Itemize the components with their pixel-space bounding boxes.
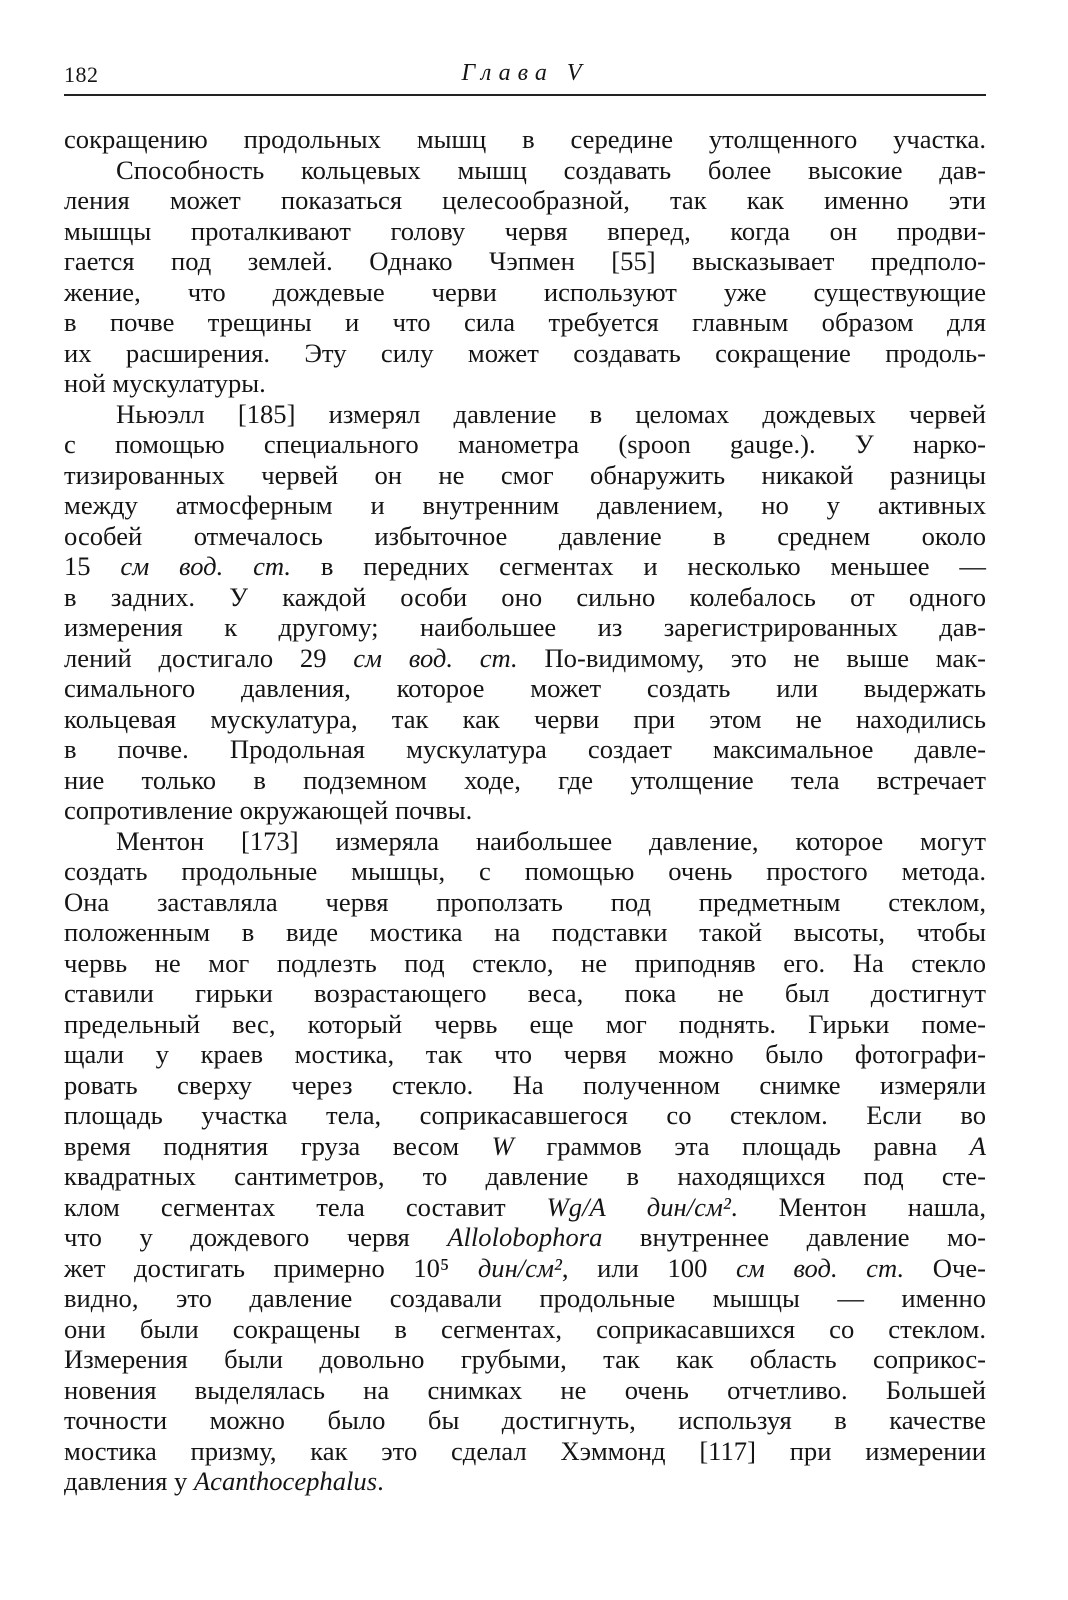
header-rule xyxy=(64,94,986,96)
text-line: сокращению продольных мышц в середине утолщенного участка. xyxy=(64,124,986,154)
text-line: их расширения. Эту силу может создавать сокращение продоль- xyxy=(64,337,986,368)
text-line: в почве. Продольная мускулатура создает максимальное давле- xyxy=(64,734,986,764)
text-line: ровать сверху через стекло. На полученном снимке измеряли xyxy=(64,1069,986,1100)
text-line: червь не мог подлезть под стекло, не приподняв его. На стекло xyxy=(64,947,986,978)
running-head xyxy=(64,56,986,96)
text-line: клом сегментах тела составит Wg/A дин/см². Ментон нашла, xyxy=(64,1191,987,1222)
text-line: мышцы проталкивают голову червя вперед, когда он продви- xyxy=(64,215,986,246)
text-line: 15 см вод. ст. в передних сегментах и несколько меньшее — xyxy=(64,551,987,581)
text-line: жет достигать примерно 10⁵ дин/см², или 100 см вод. ст. Оче- xyxy=(64,1252,987,1283)
text-line: Она заставляла червя проползать под предметным стеклом, xyxy=(64,886,986,917)
text-line: кольцевая мускулатура, так как черви при этом не находились xyxy=(64,703,986,734)
text-line: гается под землей. Однако Чэпмен [55] высказывает предполо- xyxy=(64,246,986,276)
text-line: Измерения были довольно грубыми, так как область соприкос- xyxy=(64,1344,986,1374)
chapter-title: Глава V xyxy=(461,60,589,86)
text-line: жение, что дождевые черви используют уже существующие xyxy=(64,276,986,307)
text-line: щали у краев мостика, так что червя можно было фотографи- xyxy=(64,1039,986,1069)
text-line: лений достигало 29 см вод. ст. По-видимому, это не выше мак- xyxy=(64,642,986,673)
text-line: новения выделялась на снимках не очень отчетливо. Большей xyxy=(64,1374,986,1405)
text-line: видно, это давление создавали продольные мышцы — именно xyxy=(64,1283,986,1313)
text-line: в задних. У каждой особи оно сильно колебалось от одного xyxy=(64,581,986,612)
text-line: ставили гирьки возрастающего веса, пока не был достигнут xyxy=(64,978,986,1008)
paragraph-last-line: сопротивление окружающей почвы. xyxy=(64,795,473,825)
page-number: 182 xyxy=(64,62,99,87)
text-line: положенным в виде мостика на подставки такой высоты, чтобы xyxy=(64,917,986,947)
text-line: что у дождевого червя Allolobophora внутреннее давление мо- xyxy=(64,1222,986,1252)
text-line: мостика призму, как это сделал Хэммонд [117] при измерении xyxy=(64,1435,986,1466)
text-line: предельный вес, который червь еще мог поднять. Гирьки поме- xyxy=(64,1008,986,1039)
body-text xyxy=(64,124,986,1497)
text-line: особей отмечалось избыточное давление в среднем около xyxy=(64,520,986,551)
text-line: точности можно было бы достигнуть, используя в качестве xyxy=(64,1405,986,1435)
text-line: измерения к другому; наибольшее из зарегистрированных дав- xyxy=(64,612,986,642)
text-line: тизированных червей он не смог обнаружить никакой разницы xyxy=(64,459,986,490)
text-line: ления может показаться целесообразной, так как именно эти xyxy=(64,185,986,215)
text-line: создать продольные мышцы, с помощью очень простого метода. xyxy=(64,856,986,886)
text-line: между атмосферным и внутренним давлением, но у активных xyxy=(64,490,986,520)
text-line: с помощью специального манометра (spoon gauge.). У нарко- xyxy=(64,429,986,459)
text-line: ние только в подземном ходе, где утолщение тела встречает xyxy=(64,764,986,795)
paragraph-first-line: Способность кольцевых мышц создавать более высокие дав- xyxy=(116,154,986,185)
paragraph-first-line: Ментон [173] измеряла наибольшее давление, которое могут xyxy=(116,825,986,856)
text-line: площадь участка тела, соприкасавшегося со стеклом. Если во xyxy=(64,1100,986,1130)
text-line: квадратных сантиметров, то давление в находящихся под сте- xyxy=(64,1161,986,1191)
text-line: время поднятия груза весом W граммов эта площадь равна A xyxy=(64,1130,987,1161)
text-line: они были сокращены в сегментах, соприкасавшихся со стеклом. xyxy=(64,1313,986,1344)
paragraph-last-line: ной мускулатуры. xyxy=(64,368,266,398)
text-line: симального давления, которое может создать или выдержать xyxy=(64,673,986,703)
text-line: в почве трещины и что сила требуется главным образом для xyxy=(64,307,986,337)
paragraph-first-line: Ньюэлл [185] измерял давление в целомах дождевых червей xyxy=(116,398,986,429)
paragraph-last-line: давления у Acanthocephalus. xyxy=(64,1466,384,1496)
